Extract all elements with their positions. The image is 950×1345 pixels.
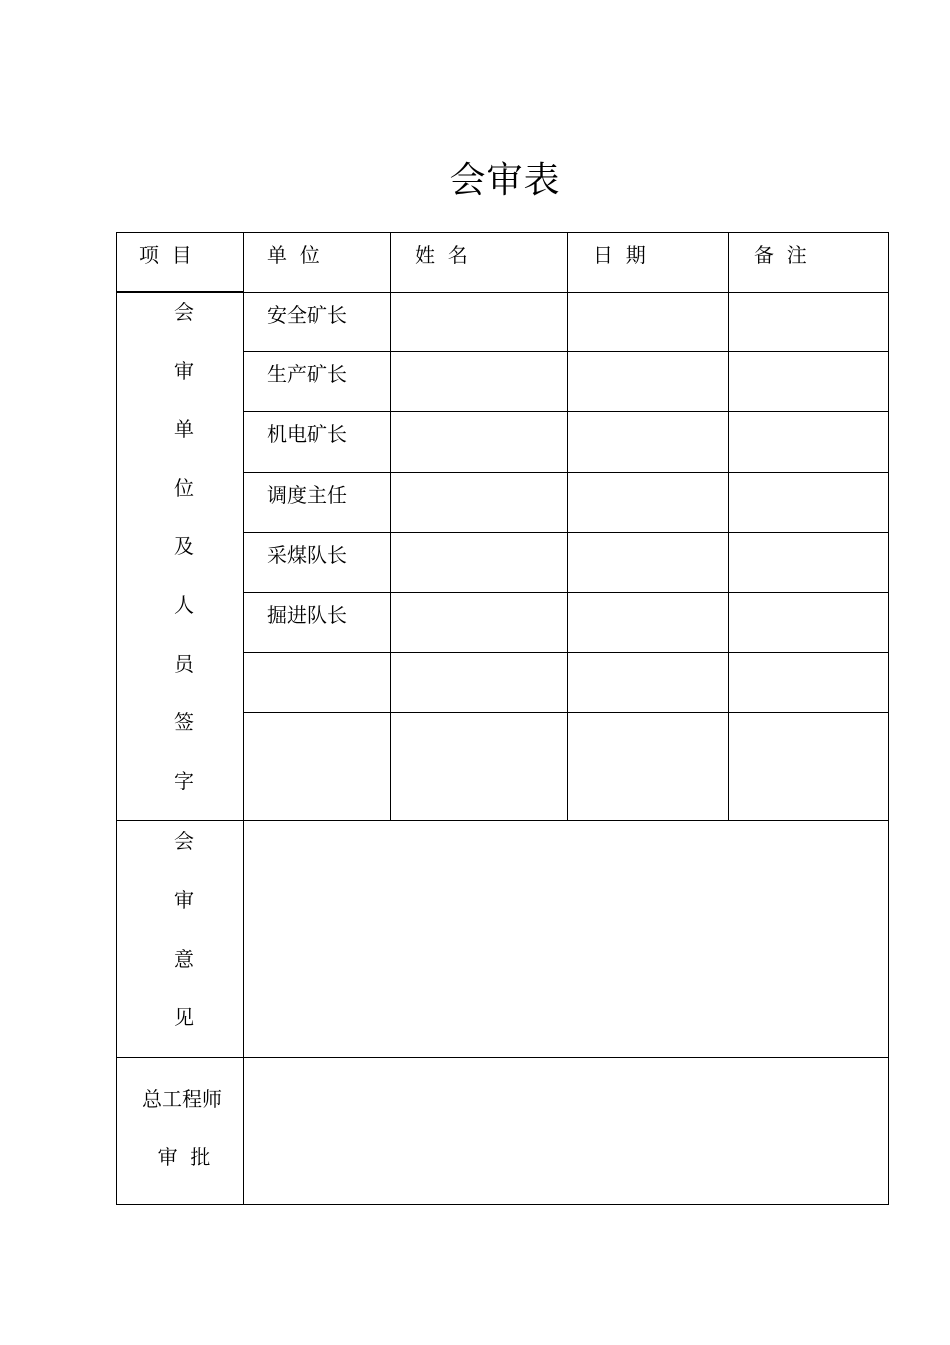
name-cell[interactable] bbox=[391, 533, 568, 592]
sign-label-char: 签 bbox=[174, 710, 194, 735]
note-cell[interactable] bbox=[729, 533, 889, 592]
unit-cell: 安全矿长 bbox=[244, 292, 391, 351]
name-cell[interactable] bbox=[391, 292, 568, 351]
opinion-label-char: 审 bbox=[174, 887, 194, 912]
approval-content[interactable] bbox=[244, 1057, 889, 1204]
table-row bbox=[117, 292, 889, 351]
unit-cell[interactable] bbox=[244, 653, 391, 712]
unit-cell: 生产矿长 bbox=[244, 351, 391, 411]
date-cell[interactable] bbox=[568, 712, 729, 821]
header-note: 备 注 bbox=[729, 233, 889, 293]
opinion-label bbox=[117, 821, 244, 1057]
review-table bbox=[116, 232, 889, 1205]
header-date: 日 期 bbox=[568, 233, 729, 293]
name-cell[interactable] bbox=[391, 712, 568, 821]
name-cell[interactable] bbox=[391, 653, 568, 712]
name-cell[interactable] bbox=[391, 412, 568, 472]
note-cell[interactable] bbox=[729, 351, 889, 411]
sign-label-char: 员 bbox=[174, 651, 194, 676]
sign-label-char: 单 bbox=[174, 417, 194, 442]
name-cell[interactable] bbox=[391, 592, 568, 652]
name-cell[interactable] bbox=[391, 351, 568, 411]
unit-cell: 掘进队长 bbox=[244, 592, 391, 652]
date-cell[interactable] bbox=[568, 592, 729, 652]
approval-label-line1: 总工程师 bbox=[142, 1086, 222, 1111]
opinion-row bbox=[117, 821, 889, 1057]
opinion-label-char: 意 bbox=[174, 946, 194, 971]
approval-label-line2: 审 批 bbox=[157, 1144, 211, 1169]
approval-label bbox=[117, 1057, 244, 1204]
sign-label-char: 人 bbox=[174, 592, 194, 617]
note-cell[interactable] bbox=[729, 712, 889, 821]
header-row bbox=[117, 233, 889, 293]
sign-label-char: 及 bbox=[174, 534, 194, 559]
name-cell[interactable] bbox=[391, 472, 568, 532]
date-cell[interactable] bbox=[568, 351, 729, 411]
note-cell[interactable] bbox=[729, 653, 889, 712]
date-cell[interactable] bbox=[568, 472, 729, 532]
approval-row bbox=[117, 1057, 889, 1204]
unit-cell: 调度主任 bbox=[244, 472, 391, 532]
opinion-content[interactable] bbox=[244, 821, 889, 1057]
unit-cell: 采煤队长 bbox=[244, 533, 391, 592]
unit-cell[interactable] bbox=[244, 712, 391, 821]
header-item: 项 目 bbox=[117, 233, 244, 293]
sign-label-char: 审 bbox=[174, 358, 194, 383]
date-cell[interactable] bbox=[568, 292, 729, 351]
opinion-label-char: 会 bbox=[174, 829, 194, 854]
note-cell[interactable] bbox=[729, 412, 889, 472]
date-cell[interactable] bbox=[568, 653, 729, 712]
date-cell[interactable] bbox=[568, 533, 729, 592]
note-cell[interactable] bbox=[729, 592, 889, 652]
sign-label-char: 位 bbox=[174, 475, 194, 500]
sign-section-label bbox=[117, 292, 244, 821]
note-cell[interactable] bbox=[729, 292, 889, 351]
unit-cell: 机电矿长 bbox=[244, 412, 391, 472]
header-name: 姓 名 bbox=[391, 233, 568, 293]
sign-label-char: 字 bbox=[174, 768, 194, 793]
sign-label-char: 会 bbox=[174, 300, 194, 324]
page-title: 会审表 bbox=[449, 160, 561, 201]
note-cell[interactable] bbox=[729, 472, 889, 532]
opinion-label-char: 见 bbox=[174, 1005, 194, 1030]
date-cell[interactable] bbox=[568, 412, 729, 472]
header-unit: 单 位 bbox=[244, 233, 391, 293]
